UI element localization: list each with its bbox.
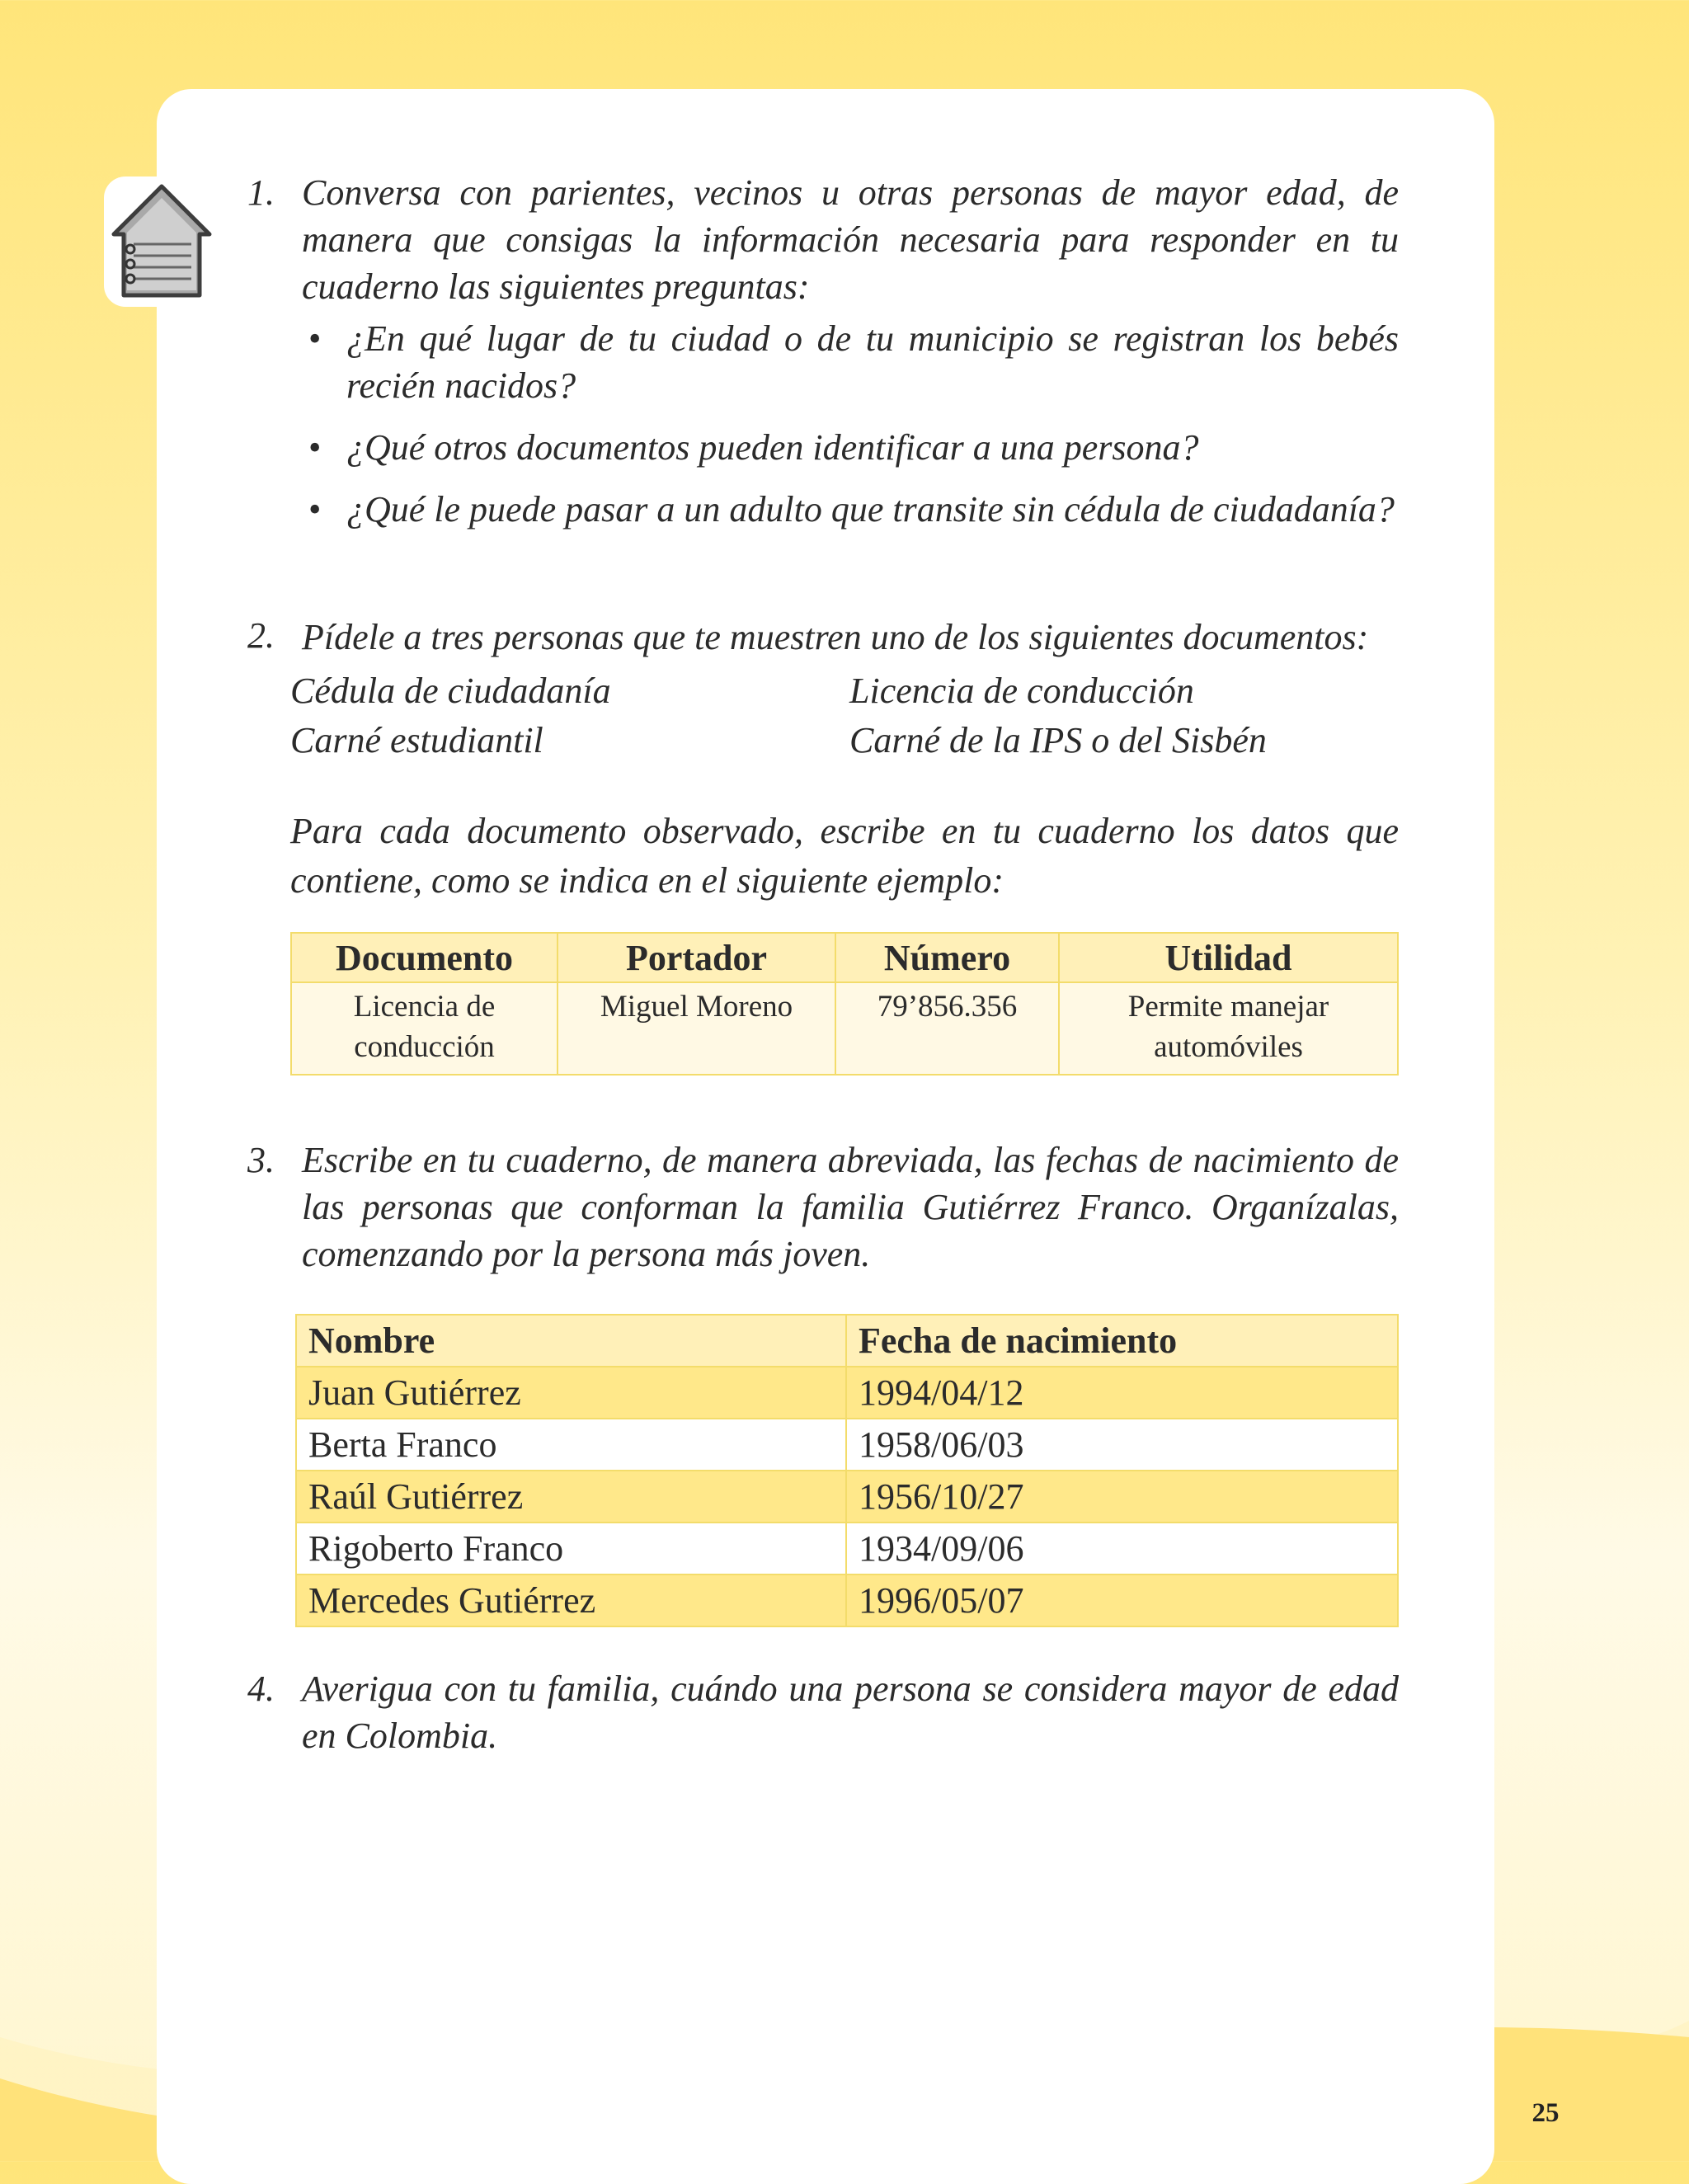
task-text: Conversa con parientes, vecinos u otras personas de mayor edad, de manera que consigas la información necesaria para responder en tu cuaderno las siguientes preguntas: bbox=[302, 172, 1399, 307]
table-row bbox=[296, 1367, 1398, 1419]
house-notebook-icon bbox=[109, 181, 214, 302]
document-item: Carné estudiantil bbox=[290, 720, 543, 760]
table-row bbox=[296, 1574, 1398, 1626]
document-list bbox=[290, 666, 1399, 765]
column-header: Documento bbox=[291, 933, 558, 982]
table-header-row bbox=[296, 1315, 1398, 1367]
question-list bbox=[302, 315, 1399, 533]
table-cell: Rigoberto Franco bbox=[296, 1523, 846, 1574]
example-document-table bbox=[290, 932, 1399, 1076]
task-1 bbox=[247, 169, 1399, 533]
table-cell: Licencia de conducción bbox=[291, 982, 558, 1075]
section-icon-tab bbox=[104, 177, 219, 307]
table-cell: Juan Gutiérrez bbox=[296, 1367, 846, 1419]
column-header: Número bbox=[835, 933, 1059, 982]
document-item: Cédula de ciudadanía bbox=[290, 671, 611, 711]
table-cell: 1994/04/12 bbox=[846, 1367, 1398, 1419]
table-cell: 79’856.356 bbox=[835, 982, 1059, 1075]
task-number: 3. bbox=[247, 1140, 275, 1180]
task-number: 4. bbox=[247, 1669, 275, 1709]
table-row bbox=[296, 1471, 1398, 1523]
instruction-text: Para cada documento observado, escribe en tu cuaderno los datos que contiene, como se indica en el siguiente ejemplo: bbox=[290, 811, 1399, 901]
document-item: Carné de la IPS o del Sisbén bbox=[849, 720, 1267, 760]
table-cell: 1958/06/03 bbox=[846, 1419, 1398, 1471]
table-row bbox=[296, 1419, 1398, 1471]
table-cell: Miguel Moreno bbox=[558, 982, 835, 1075]
task-3 bbox=[247, 1137, 1399, 1278]
task-text: Averigua con tu familia, cuándo una persona se considera mayor de edad en Colombia. bbox=[302, 1669, 1399, 1756]
column-header: Fecha de nacimiento bbox=[846, 1315, 1398, 1367]
table-cell: Berta Franco bbox=[296, 1419, 846, 1471]
task-text: Pídele a tres personas que te muestren uno de los siguientes documentos: bbox=[302, 617, 1369, 657]
task-text: Escribe en tu cuaderno, de manera abreviada, las fechas de nacimiento de las personas que conforman la familia Gutiérrez Franco. Organízalas, comenzando por la persona más joven. bbox=[302, 1140, 1399, 1274]
column-header: Nombre bbox=[296, 1315, 846, 1367]
task-4 bbox=[247, 1665, 1399, 1759]
list-item: • ¿En qué lugar de tu ciudad o de tu municipio se registran los bebés recién nacidos? bbox=[302, 315, 1399, 409]
page-number: 25 bbox=[1531, 2098, 1560, 2128]
task-2 bbox=[247, 612, 1399, 906]
table-header-row bbox=[291, 933, 1398, 982]
column-header: Utilidad bbox=[1059, 933, 1398, 982]
table-row bbox=[291, 982, 1398, 1075]
task-number: 2. bbox=[247, 615, 275, 656]
table-cell: Raúl Gutiérrez bbox=[296, 1471, 846, 1523]
list-item: • ¿Qué le puede pasar a un adulto que transite sin cédula de ciudadanía? bbox=[302, 486, 1399, 533]
table-cell: 1996/05/07 bbox=[846, 1574, 1398, 1626]
list-item: • ¿Qué otros documentos pueden identificar a una persona? bbox=[302, 424, 1399, 471]
column-header: Portador bbox=[558, 933, 835, 982]
birthdate-table bbox=[295, 1314, 1399, 1627]
table-cell: Mercedes Gutiérrez bbox=[296, 1574, 846, 1626]
task-number: 1. bbox=[247, 172, 275, 213]
table-cell: 1934/09/06 bbox=[846, 1523, 1398, 1574]
activities bbox=[247, 165, 1399, 1759]
table-cell: Permite manejar automóviles bbox=[1059, 982, 1398, 1075]
document-item: Licencia de conducción bbox=[849, 671, 1194, 711]
table-cell: 1956/10/27 bbox=[846, 1471, 1398, 1523]
table-row bbox=[296, 1523, 1398, 1574]
